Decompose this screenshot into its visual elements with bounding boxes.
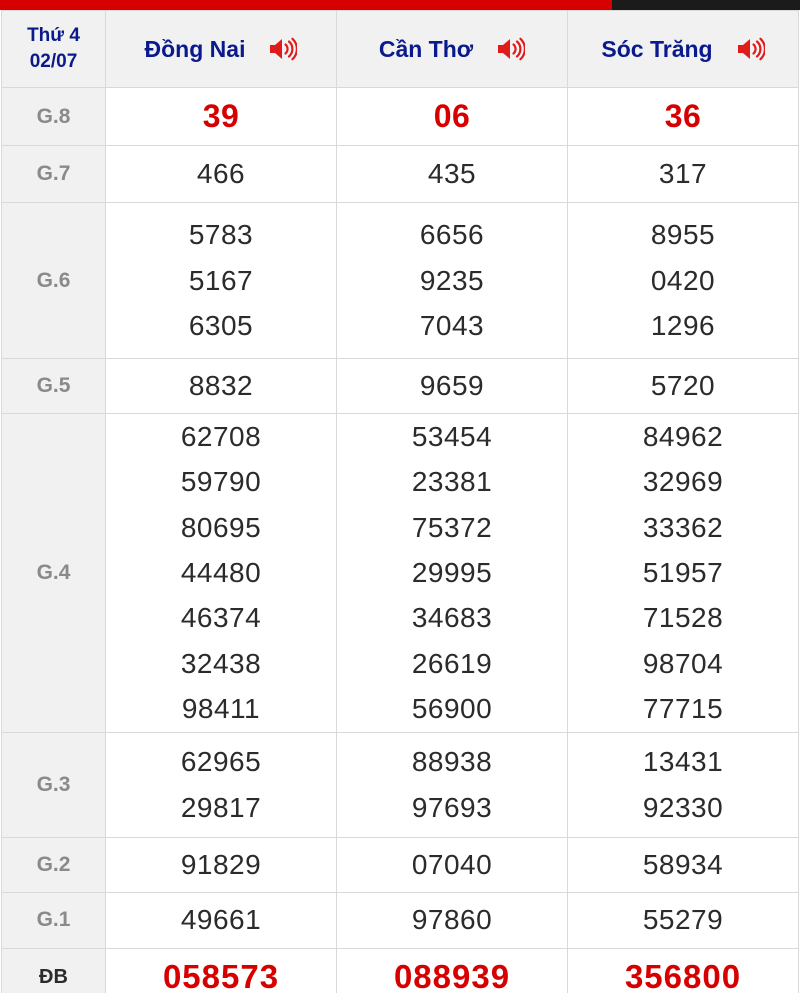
number: 62965 <box>180 746 262 778</box>
table-row <box>2 732 799 837</box>
number: 92330 <box>642 791 724 823</box>
number: 98411 <box>181 693 261 725</box>
prize-numbers-g2-can-tho <box>337 837 568 892</box>
prize-numbers-g6-soc-trang <box>568 203 799 359</box>
prize-label-g6: G.6 <box>2 203 106 359</box>
number: 26619 <box>411 647 493 679</box>
number: 6656 <box>419 219 485 251</box>
number: 59790 <box>180 466 262 498</box>
number: 88938 <box>411 746 493 778</box>
table-row <box>2 837 799 892</box>
prize-numbers-g7-can-tho <box>337 146 568 203</box>
number: 7043 <box>419 310 485 342</box>
prize-numbers-db-soc-trang <box>568 948 799 993</box>
province-name-label: Cần Thơ <box>378 35 474 62</box>
number: 23381 <box>411 466 493 498</box>
province-header-can-tho[interactable] <box>337 11 568 88</box>
prize-numbers-g3-can-tho <box>337 732 568 837</box>
prize-label-g1: G.1 <box>2 892 106 948</box>
prize-numbers-g8-soc-trang <box>568 88 799 146</box>
number: 58934 <box>642 848 724 880</box>
speaker-icon[interactable] <box>267 34 297 64</box>
number: 98704 <box>642 647 724 679</box>
number: 32438 <box>180 647 262 679</box>
top-color-bar <box>0 0 800 10</box>
table-row <box>2 88 799 146</box>
number: 8832 <box>188 370 254 402</box>
prize-numbers-g5-dong-nai <box>106 359 337 414</box>
date-label: 02/07 <box>29 51 78 72</box>
prize-numbers-g4-can-tho <box>337 414 568 733</box>
number: 71528 <box>642 602 724 634</box>
number: 5720 <box>650 370 716 402</box>
province-header-dong-nai[interactable] <box>106 11 337 88</box>
prize-numbers-db-can-tho <box>337 948 568 993</box>
table-body <box>2 88 799 993</box>
prize-numbers-g3-dong-nai <box>106 732 337 837</box>
number: 9235 <box>419 264 485 296</box>
province-name-label: Đồng Nai <box>144 35 246 62</box>
number: 97693 <box>411 791 493 823</box>
top-bar-dark-segment <box>612 0 800 10</box>
number: 84962 <box>642 421 724 452</box>
speaker-icon[interactable] <box>735 34 765 64</box>
number: 44480 <box>180 557 262 589</box>
number: 77715 <box>642 693 724 725</box>
prize-label-g5: G.5 <box>2 359 106 414</box>
prize-numbers-g7-soc-trang <box>568 146 799 203</box>
number: 46374 <box>180 602 262 634</box>
prize-label-g3: G.3 <box>2 732 106 837</box>
number: 53454 <box>411 421 493 452</box>
number: 91829 <box>180 848 262 880</box>
number: 39 <box>202 97 240 134</box>
header-row <box>2 11 799 88</box>
table-row <box>2 948 799 993</box>
number: 49661 <box>180 904 262 936</box>
prize-label-g2: G.2 <box>2 837 106 892</box>
table-row <box>2 892 799 948</box>
date-header-cell <box>2 11 106 88</box>
prize-numbers-g8-dong-nai <box>106 88 337 146</box>
prize-numbers-g1-dong-nai <box>106 892 337 948</box>
table-row <box>2 359 799 414</box>
number: 97860 <box>411 904 493 936</box>
prize-numbers-g6-can-tho <box>337 203 568 359</box>
number: 75372 <box>411 511 493 543</box>
prize-numbers-g5-soc-trang <box>568 359 799 414</box>
number: 29817 <box>180 791 262 823</box>
province-header-soc-trang[interactable] <box>568 11 799 88</box>
top-bar-red-segment <box>0 0 612 10</box>
number: 36 <box>664 97 702 134</box>
prize-numbers-g7-dong-nai <box>106 146 337 203</box>
number: 51957 <box>642 557 724 589</box>
number: 34683 <box>411 602 493 634</box>
number: 29995 <box>411 557 493 589</box>
prize-numbers-db-dong-nai <box>106 948 337 993</box>
number: 6305 <box>188 310 254 342</box>
province-name-label: Sóc Trăng <box>601 35 713 62</box>
table-row <box>2 414 799 733</box>
number: 058573 <box>162 958 280 993</box>
table-row <box>2 146 799 203</box>
number: 80695 <box>180 511 262 543</box>
lottery-results-table <box>1 10 799 993</box>
number: 8955 <box>650 219 716 251</box>
number: 1296 <box>650 310 716 342</box>
number: 0420 <box>650 264 716 296</box>
number: 62708 <box>180 421 262 452</box>
prize-numbers-g1-soc-trang <box>568 892 799 948</box>
number: 06 <box>433 97 471 134</box>
number: 5783 <box>188 219 254 251</box>
prize-numbers-g8-can-tho <box>337 88 568 146</box>
number: 13431 <box>642 746 724 778</box>
number: 56900 <box>411 693 493 725</box>
number: 5167 <box>188 264 254 296</box>
prize-numbers-g4-dong-nai <box>106 414 337 733</box>
number: 07040 <box>411 848 493 880</box>
prize-numbers-g5-can-tho <box>337 359 568 414</box>
prize-label-g4: G.4 <box>2 414 106 733</box>
prize-label-db: ĐB <box>2 948 106 993</box>
number: 435 <box>427 158 477 190</box>
prize-label-g8: G.8 <box>2 88 106 146</box>
number: 466 <box>196 158 246 190</box>
number: 317 <box>658 158 708 190</box>
prize-label-g7: G.7 <box>2 146 106 203</box>
number: 088939 <box>393 958 511 993</box>
number: 33362 <box>642 511 724 543</box>
number: 32969 <box>642 466 724 498</box>
prize-numbers-g2-soc-trang <box>568 837 799 892</box>
prize-numbers-g3-soc-trang <box>568 732 799 837</box>
table-header <box>2 11 799 88</box>
prize-numbers-g2-dong-nai <box>106 837 337 892</box>
number: 356800 <box>624 958 742 993</box>
table-row <box>2 203 799 359</box>
prize-numbers-g1-can-tho <box>337 892 568 948</box>
speaker-icon[interactable] <box>495 34 525 64</box>
prize-numbers-g6-dong-nai <box>106 203 337 359</box>
number: 55279 <box>642 904 724 936</box>
weekday-label: Thứ 4 <box>27 25 80 47</box>
number: 9659 <box>419 370 485 402</box>
prize-numbers-g4-soc-trang <box>568 414 799 733</box>
